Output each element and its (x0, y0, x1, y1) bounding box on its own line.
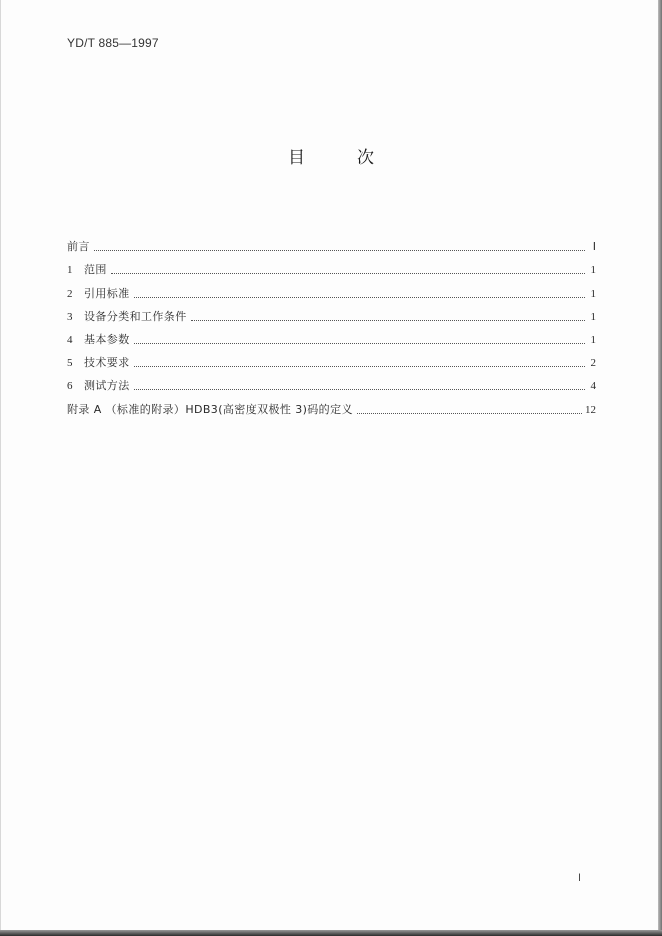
toc-entry-label: 技术要求 (84, 356, 130, 370)
toc-leader-dots (134, 366, 585, 367)
toc-entry-page: 1 (590, 287, 596, 300)
table-of-contents (67, 232, 596, 418)
page-number: Ⅰ (578, 873, 581, 884)
toc-leader-dots (94, 250, 585, 251)
toc-entry-1[interactable] (67, 255, 596, 278)
toc-entry-3[interactable] (67, 302, 596, 325)
toc-entry-label: 附录 A （标准的附录）HDB3(高密度双极性 3)码的定义 (67, 402, 353, 416)
toc-leader-dots (191, 320, 585, 321)
scan-edge-bottom (0, 930, 662, 936)
toc-entry-number: 5 (67, 357, 73, 370)
toc-entry-number: 4 (67, 333, 73, 346)
toc-entry-label: 测试方法 (84, 379, 130, 393)
toc-leader-dots (134, 389, 585, 390)
toc-entry-5[interactable] (67, 348, 596, 371)
toc-leader-dots (357, 413, 582, 414)
toc-entry-page: 12 (585, 403, 596, 416)
toc-entry-page: Ⅰ (592, 241, 596, 254)
toc-entry-appendix-a[interactable] (67, 394, 596, 417)
toc-entry-label: 前言 (67, 240, 90, 254)
toc-entry-page: 1 (590, 264, 596, 277)
toc-entry-number: 6 (67, 380, 73, 393)
toc-entry-page: 2 (590, 357, 596, 370)
toc-entry-number: 2 (67, 287, 73, 300)
toc-entry-page: 1 (590, 310, 596, 323)
toc-entry-4[interactable] (67, 325, 596, 348)
title-char-2: 次 (357, 148, 374, 168)
toc-entry-page: 1 (590, 333, 596, 346)
toc-entry-2[interactable] (67, 278, 596, 301)
title-char-1: 目 (288, 148, 305, 168)
page-title (0, 143, 662, 168)
toc-entry-label: 范围 (84, 263, 107, 277)
toc-entry-number: 1 (67, 264, 73, 277)
toc-entry-label: 设备分类和工作条件 (84, 309, 187, 323)
toc-leader-dots (111, 273, 585, 274)
toc-entry-number: 3 (67, 310, 73, 323)
toc-leader-dots (134, 343, 585, 344)
toc-leader-dots (134, 297, 585, 298)
toc-entry-page: 4 (590, 380, 596, 393)
toc-entry-foreword[interactable] (67, 232, 596, 255)
toc-entry-label: 基本参数 (84, 332, 130, 346)
scan-edge-left (0, 0, 1, 936)
toc-entry-6[interactable] (67, 371, 596, 394)
standard-code: YD/T 885—1997 (67, 36, 159, 50)
toc-entry-label: 引用标准 (84, 286, 130, 300)
scan-edge-right (658, 0, 662, 936)
